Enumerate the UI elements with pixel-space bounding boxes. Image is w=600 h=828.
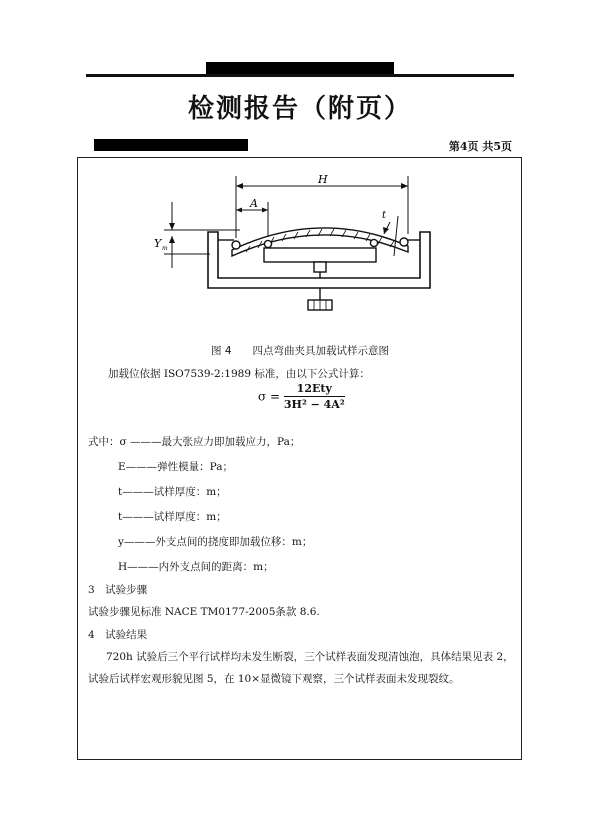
label-Ym-sub: m (162, 245, 168, 252)
label-t: t (382, 210, 387, 221)
figure-caption: 图 4 四点弯曲夹具加载试样示意图 (210, 345, 390, 357)
definition-t2: t———试样厚度：m； (118, 511, 227, 523)
label-A: A (250, 197, 258, 210)
definition-H: H———内外支点间的距离：m； (118, 561, 274, 573)
definition-y: y———外支点间的挠度即加载位移：m； (118, 536, 313, 548)
page-title: 检测报告（附页） (187, 94, 412, 124)
top-rule (86, 74, 514, 77)
definition-E: E———弹性模量：Pa； (118, 461, 234, 473)
section-3-title: 3 试验步骤 (88, 584, 148, 596)
four-point-bend-diagram (150, 172, 450, 322)
formula-intro: 加载位依据 ISO7539-2:1989 标准，由以下公式计算： (108, 368, 370, 380)
label-H: H (318, 173, 328, 186)
section-4-text: 720h 试验后三个平行试样均未发生断裂，三个试样表面发现清蚀泡，具体结果见表 2，试验后试样宏观形貌见图 5，在 10×显微镜下观察，三个试样表面未发现裂纹。 (88, 651, 514, 685)
section-3-text: 试验步骤见标准 NACE TM0177-2005条款 8.6. (88, 606, 320, 618)
section-4-title: 4 试验结果 (88, 629, 148, 641)
formula-numerator: 12Ety (284, 382, 345, 397)
redacted-header-block (206, 62, 394, 74)
stress-formula (258, 382, 345, 411)
definition-t1: t———试样厚度：m； (118, 486, 227, 498)
formula-lhs: σ = (258, 389, 281, 404)
formula-fraction (284, 382, 345, 411)
formula-denominator: 3H² − 4A² (283, 398, 345, 411)
redacted-report-number (94, 139, 248, 151)
definition-sigma: 式中：σ ———最大张应力即加载应力，Pa； (88, 436, 301, 448)
page-indicator: 第4页 共5页 (448, 140, 512, 153)
label-Ym: Y (154, 237, 162, 250)
